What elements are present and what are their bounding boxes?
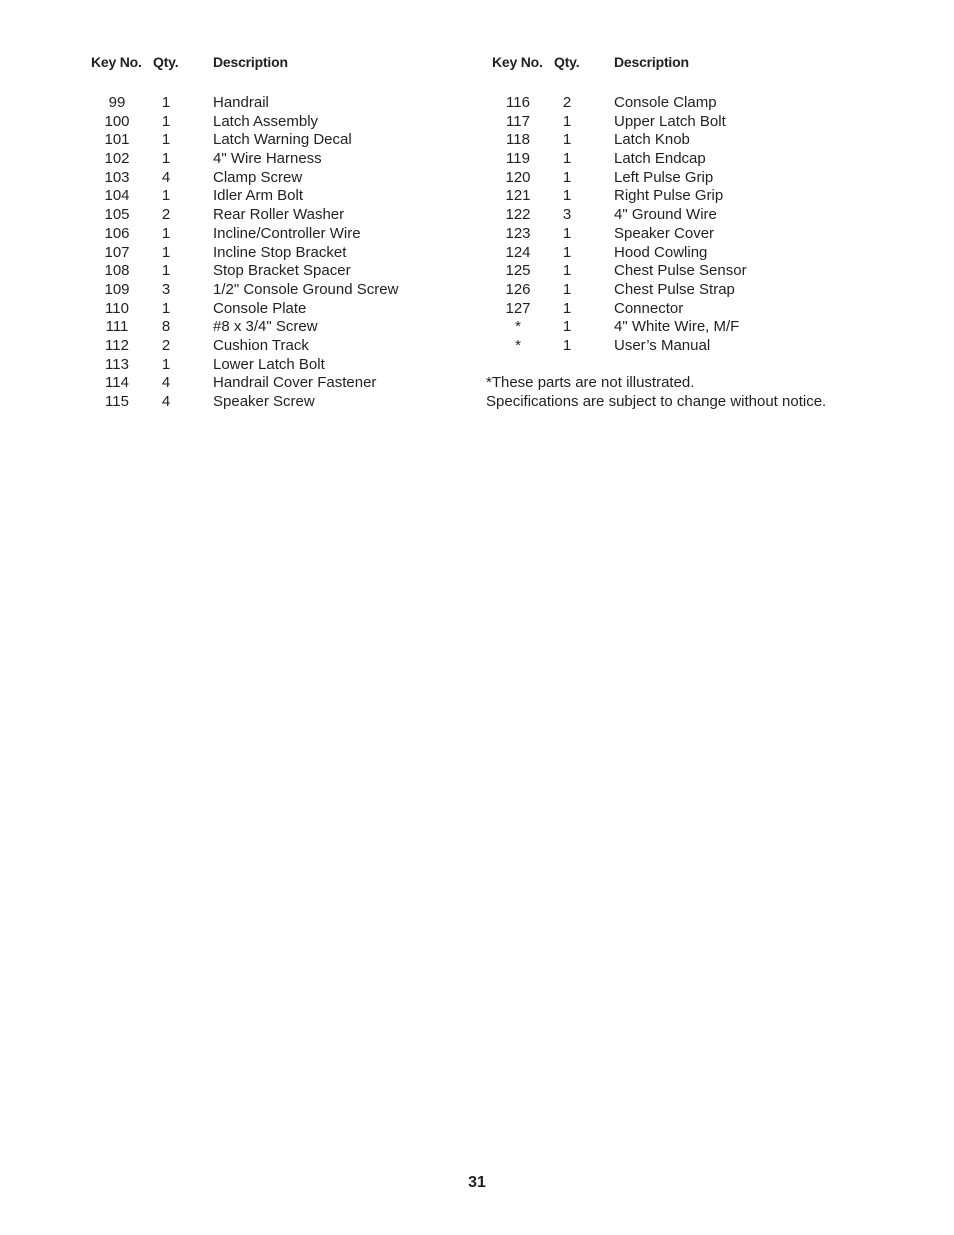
part-description: Latch Assembly xyxy=(213,112,319,130)
parts-row xyxy=(486,169,906,188)
parts-row xyxy=(486,244,906,263)
parts-row xyxy=(486,206,906,225)
parts-row xyxy=(486,337,906,356)
part-description: #8 x 3/4" Screw xyxy=(213,318,318,336)
part-description: Latch Knob xyxy=(614,131,690,149)
part-key-number: 103 xyxy=(104,168,130,186)
part-description: 4" Ground Wire xyxy=(614,206,717,224)
part-quantity: 2 xyxy=(161,336,171,354)
part-quantity: 1 xyxy=(562,187,572,205)
parts-row xyxy=(91,113,471,132)
part-description: Latch Endcap xyxy=(614,150,706,168)
page-number: 31 xyxy=(468,1174,486,1191)
part-key-number: 115 xyxy=(105,393,129,410)
part-description: Right Pulse Grip xyxy=(614,187,724,205)
part-key-number: 102 xyxy=(104,150,130,168)
parts-list-left-column xyxy=(91,54,471,412)
part-description: Idler Arm Bolt xyxy=(213,187,304,205)
parts-row xyxy=(91,393,471,412)
part-quantity: 1 xyxy=(161,355,171,373)
parts-row xyxy=(91,94,471,113)
part-description: 4" White Wire, M/F xyxy=(614,318,740,336)
part-description: Chest Pulse Sensor xyxy=(614,262,747,280)
parts-row xyxy=(91,187,471,206)
part-quantity: 8 xyxy=(161,318,171,336)
part-quantity: 1 xyxy=(161,243,171,261)
part-key-number: 121 xyxy=(505,187,531,205)
parts-row xyxy=(91,225,471,244)
part-description: Handrail Cover Fastener xyxy=(213,374,377,392)
part-key-number: 106 xyxy=(104,224,130,242)
part-quantity: 1 xyxy=(161,112,171,130)
part-key-number: 113 xyxy=(105,355,129,373)
qty-header: Qty. xyxy=(554,54,580,70)
part-quantity: 4 xyxy=(161,393,171,410)
parts-row xyxy=(91,374,471,393)
parts-row xyxy=(486,94,906,113)
part-quantity: 1 xyxy=(562,112,572,130)
part-key-number: 112 xyxy=(105,336,129,354)
key-no-header: Key No. xyxy=(492,54,543,70)
part-description: Left Pulse Grip xyxy=(614,168,714,186)
parts-row xyxy=(91,337,471,356)
part-description: Console Plate xyxy=(213,299,307,317)
part-quantity: 1 xyxy=(161,150,171,168)
part-quantity: 1 xyxy=(562,336,572,354)
part-description: 1/2" Console Ground Screw xyxy=(213,280,399,298)
part-key-number: 122 xyxy=(505,206,531,224)
description-header: Description xyxy=(213,54,288,70)
part-key-number: 127 xyxy=(505,299,531,317)
description-header: Description xyxy=(614,54,689,70)
part-description: Incline Stop Bracket xyxy=(213,243,347,261)
part-key-number: 101 xyxy=(104,131,130,149)
part-quantity: 1 xyxy=(161,94,171,111)
part-key-number: 124 xyxy=(505,243,531,261)
parts-row xyxy=(91,206,471,225)
part-key-number: 119 xyxy=(506,150,530,168)
part-description: Speaker Screw xyxy=(213,393,315,410)
part-quantity: 2 xyxy=(562,94,572,111)
part-description: User’s Manual xyxy=(614,336,711,354)
part-description: Console Clamp xyxy=(614,94,717,111)
part-description: Lower Latch Bolt xyxy=(213,355,325,373)
parts-row xyxy=(486,150,906,169)
part-quantity: 1 xyxy=(161,224,171,242)
part-key-number: 109 xyxy=(104,280,130,298)
parts-row xyxy=(486,318,906,337)
part-key-number: * xyxy=(515,318,521,336)
parts-list-header-right xyxy=(486,54,906,74)
part-quantity: 1 xyxy=(562,224,572,242)
part-description: Handrail xyxy=(213,94,269,111)
part-quantity: 1 xyxy=(161,299,171,317)
part-quantity: 1 xyxy=(562,262,572,280)
part-key-number: 111 xyxy=(105,318,129,336)
part-description: Upper Latch Bolt xyxy=(614,112,726,130)
part-quantity: 1 xyxy=(562,131,572,149)
part-description: Hood Cowling xyxy=(614,243,708,261)
part-description: Connector xyxy=(614,299,684,317)
part-quantity: 4 xyxy=(161,374,171,392)
parts-row xyxy=(486,281,906,300)
part-quantity: 1 xyxy=(562,280,572,298)
part-quantity: 1 xyxy=(562,299,572,317)
part-key-number: * xyxy=(515,336,521,354)
part-key-number: 123 xyxy=(505,224,531,242)
part-quantity: 1 xyxy=(161,262,171,280)
part-description: Latch Warning Decal xyxy=(213,131,352,149)
parts-list-header-left xyxy=(91,54,471,74)
specifications-note: Specifications are subject to change without notice. xyxy=(486,393,827,411)
part-quantity: 1 xyxy=(562,150,572,168)
part-key-number: 110 xyxy=(105,299,129,317)
part-key-number: 107 xyxy=(104,243,130,261)
part-key-number: 118 xyxy=(506,131,530,149)
parts-row xyxy=(91,131,471,150)
part-key-number: 114 xyxy=(105,374,129,392)
parts-row xyxy=(91,262,471,281)
part-key-number: 99 xyxy=(108,94,126,111)
part-quantity: 1 xyxy=(161,131,171,149)
parts-row xyxy=(91,300,471,319)
part-key-number: 116 xyxy=(506,94,530,111)
part-key-number: 104 xyxy=(104,187,130,205)
parts-row xyxy=(91,318,471,337)
part-key-number: 105 xyxy=(104,206,130,224)
part-quantity: 1 xyxy=(161,187,171,205)
parts-row xyxy=(91,169,471,188)
part-key-number: 120 xyxy=(505,168,531,186)
part-quantity: 1 xyxy=(562,168,572,186)
part-quantity: 2 xyxy=(161,206,171,224)
part-description: Rear Roller Washer xyxy=(213,206,345,224)
part-description: Stop Bracket Spacer xyxy=(213,262,351,280)
part-description: Clamp Screw xyxy=(213,168,303,186)
parts-list-right-column xyxy=(486,54,906,412)
key-no-header: Key No. xyxy=(91,54,142,70)
parts-rows-left xyxy=(91,94,471,412)
parts-row xyxy=(486,225,906,244)
part-quantity: 3 xyxy=(161,280,171,298)
part-quantity: 4 xyxy=(161,168,171,186)
qty-header: Qty. xyxy=(153,54,179,70)
part-description: 4" Wire Harness xyxy=(213,150,322,168)
parts-rows-right xyxy=(486,94,906,356)
parts-row xyxy=(91,150,471,169)
parts-notes xyxy=(486,374,906,411)
part-description: Incline/Controller Wire xyxy=(213,224,361,242)
part-key-number: 100 xyxy=(104,112,130,130)
parts-row xyxy=(91,281,471,300)
parts-row xyxy=(486,300,906,319)
parts-row xyxy=(91,356,471,375)
parts-row xyxy=(91,244,471,263)
part-quantity: 1 xyxy=(562,318,572,336)
parts-row xyxy=(486,187,906,206)
part-key-number: 125 xyxy=(505,262,531,280)
part-description: Chest Pulse Strap xyxy=(614,280,735,298)
part-key-number: 126 xyxy=(505,280,531,298)
part-key-number: 117 xyxy=(506,112,530,130)
parts-row xyxy=(486,113,906,132)
parts-row xyxy=(486,131,906,150)
part-key-number: 108 xyxy=(104,262,130,280)
part-description: Speaker Cover xyxy=(614,224,715,242)
part-quantity: 3 xyxy=(562,206,572,224)
part-description: Cushion Track xyxy=(213,336,309,354)
part-quantity: 1 xyxy=(562,243,572,261)
parts-row xyxy=(486,262,906,281)
not-illustrated-note: *These parts are not illustrated. xyxy=(486,374,695,392)
